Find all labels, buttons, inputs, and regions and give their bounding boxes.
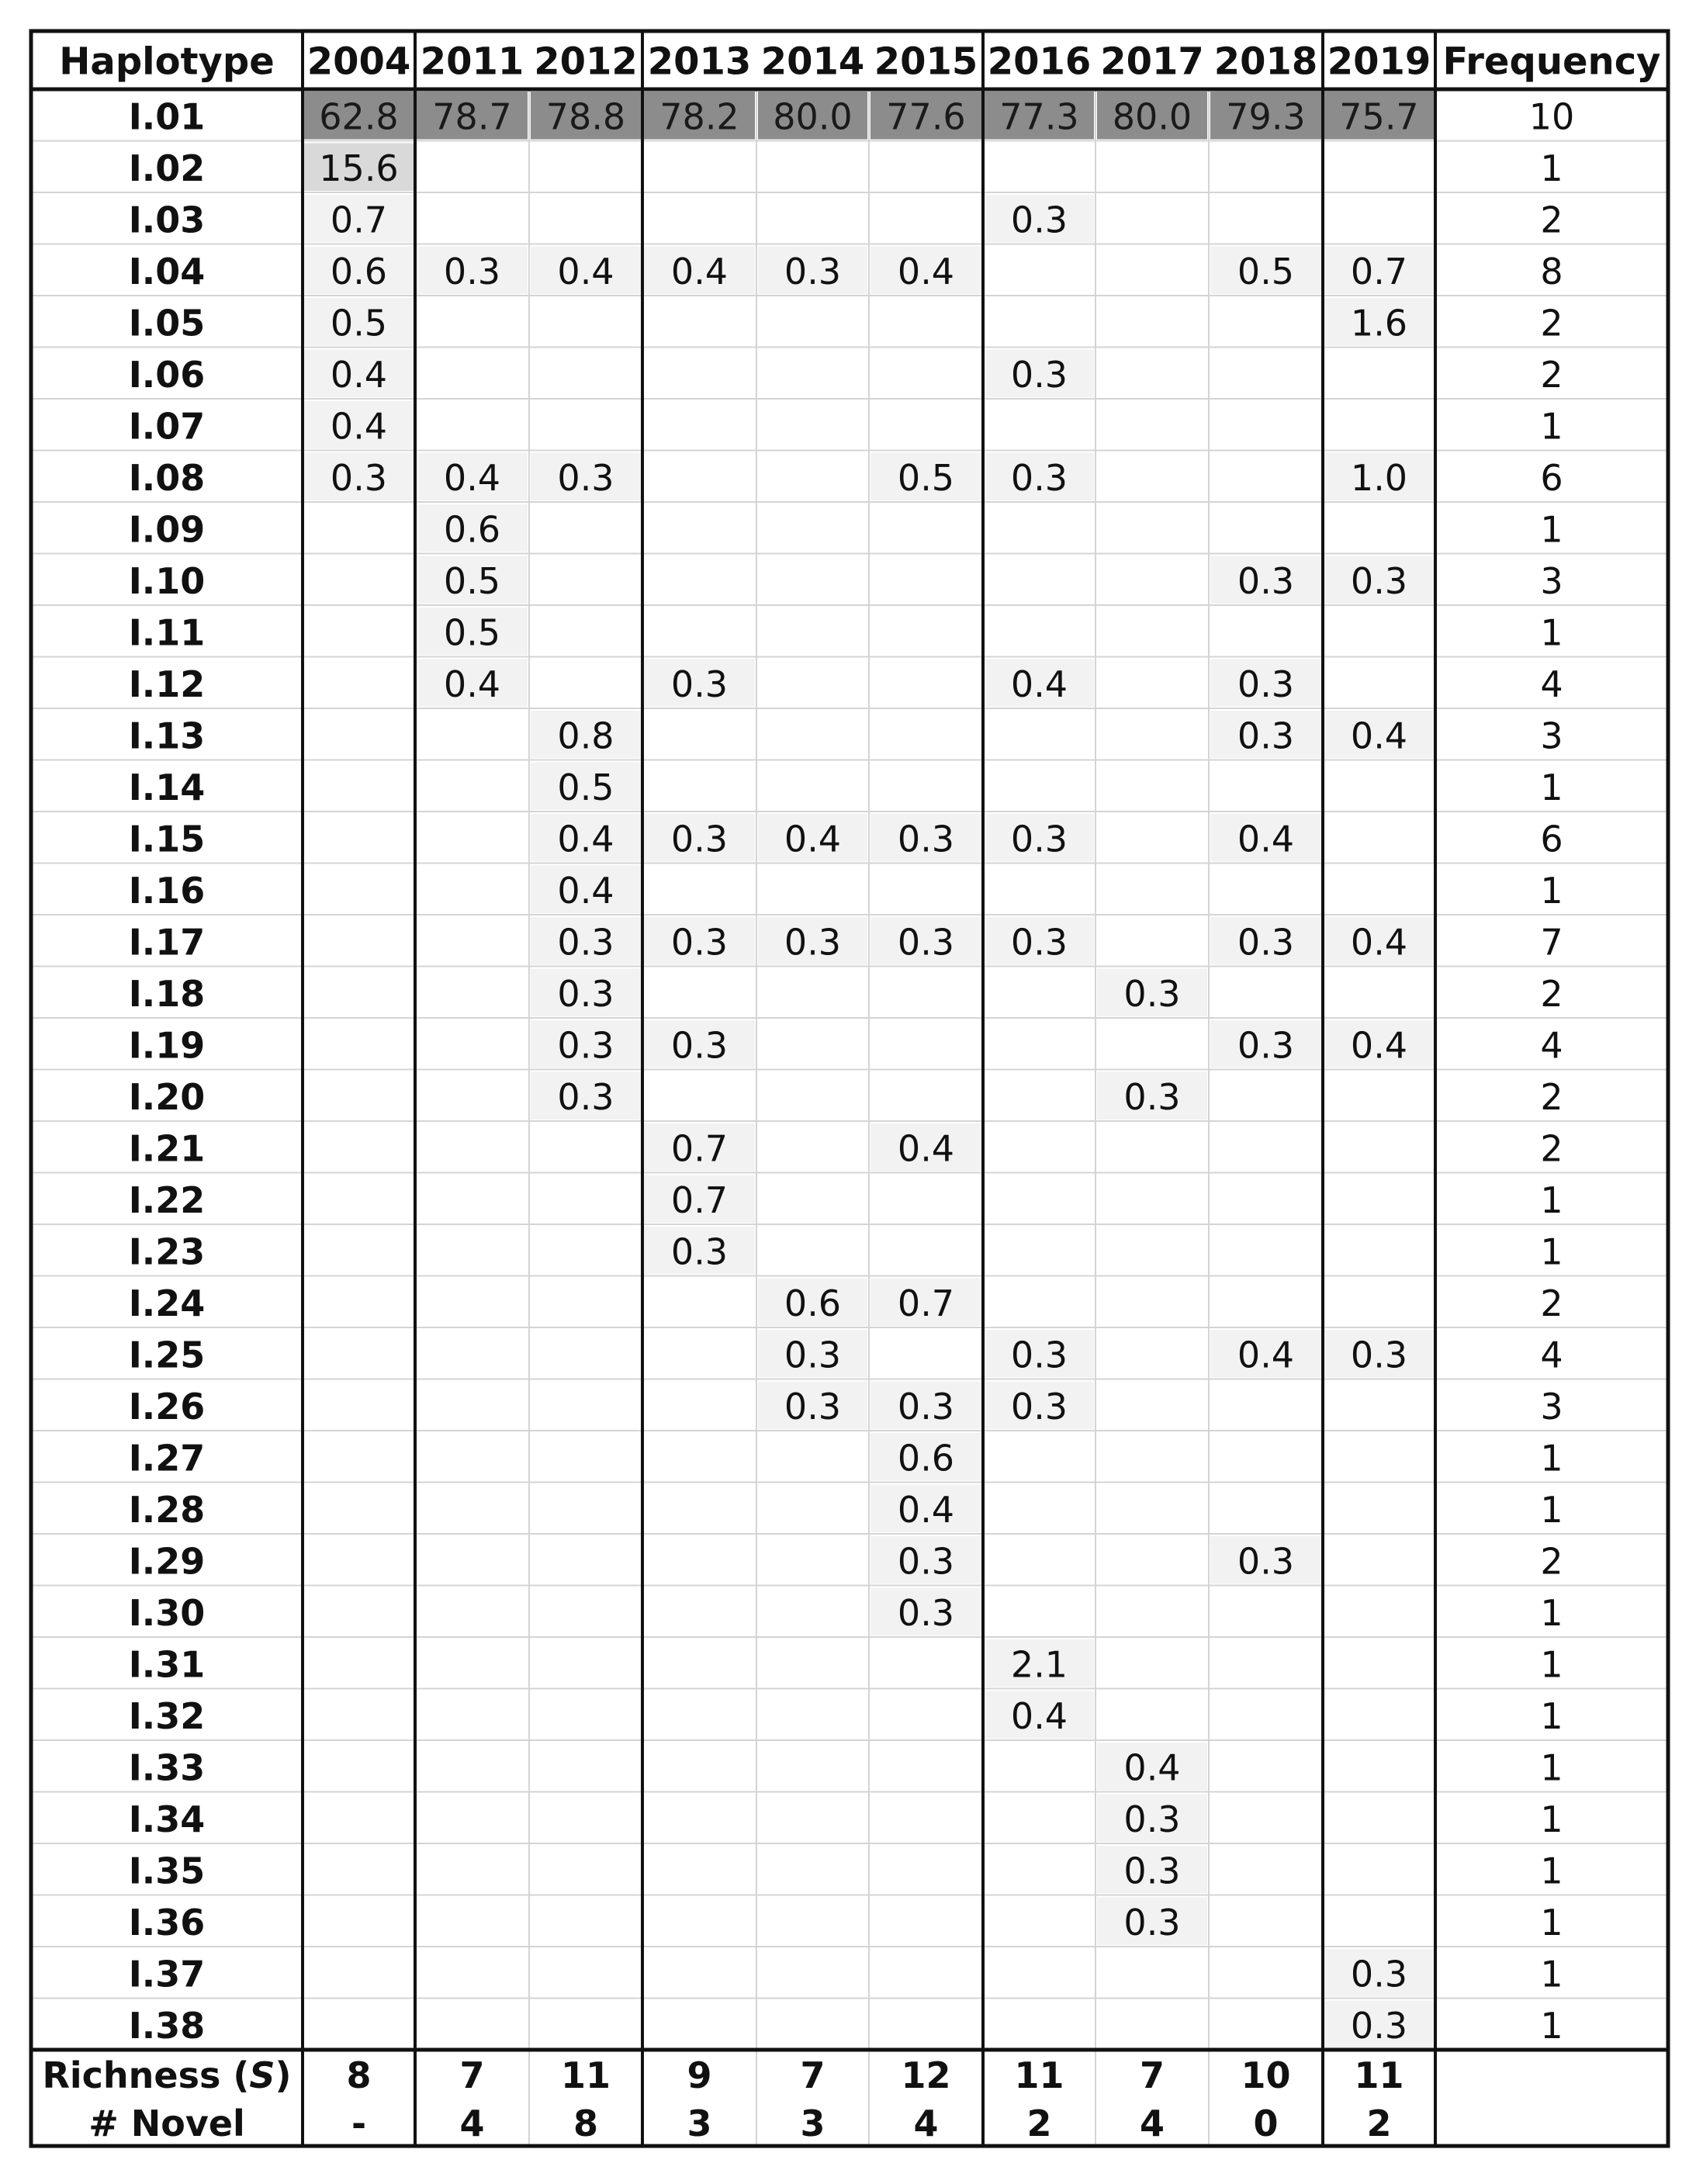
cell-value-I.37-2019: 0.3 xyxy=(1350,1953,1408,1995)
column-header-haplotype: Haplotype xyxy=(59,40,275,84)
haplotype-label: I.11 xyxy=(128,611,206,654)
cell-value-I.08-2012: 0.3 xyxy=(557,456,614,499)
cell-value-I.26-2014: 0.3 xyxy=(784,1385,842,1428)
cell-value-I.15-2014: 0.4 xyxy=(784,818,842,860)
frequency-value: 1 xyxy=(1540,1798,1563,1840)
column-header-2015: 2015 xyxy=(874,40,978,84)
summary-value-2016: 2 xyxy=(1026,2103,1052,2144)
summary-value-2004: 8 xyxy=(346,2054,372,2096)
summary-value-2018: 0 xyxy=(1253,2103,1279,2144)
frequency-value: 4 xyxy=(1540,663,1563,705)
frequency-value: 1 xyxy=(1540,1901,1563,1943)
column-header-2014: 2014 xyxy=(760,40,865,84)
cell-value-I.10-2018: 0.3 xyxy=(1237,559,1295,602)
frequency-value: 1 xyxy=(1540,1694,1563,1737)
cell-value-I.29-2015: 0.3 xyxy=(897,1540,955,1583)
cell-value-I.01-2014: 80.0 xyxy=(773,95,853,138)
cell-value-I.32-2016: 0.4 xyxy=(1010,1694,1068,1737)
cell-value-I.17-2012: 0.3 xyxy=(557,921,614,964)
cell-value-I.36-2017: 0.3 xyxy=(1123,1901,1181,1943)
haplotype-label: I.36 xyxy=(128,1901,206,1943)
summary-value-2013: 3 xyxy=(687,2103,712,2144)
frequency-value: 1 xyxy=(1540,405,1563,448)
cell-value-I.05-2019: 1.6 xyxy=(1350,302,1408,344)
haplotype-label: I.23 xyxy=(128,1230,206,1273)
cell-value-I.01-2013: 78.2 xyxy=(659,95,739,138)
summary-value-2011: 4 xyxy=(459,2103,485,2144)
cell-value-I.04-2004: 0.6 xyxy=(330,250,388,292)
cell-value-I.25-2018: 0.4 xyxy=(1237,1334,1295,1376)
summary-label-prefix: # Novel xyxy=(88,2103,245,2144)
summary-value-2015: 4 xyxy=(913,2103,939,2144)
cell-value-I.17-2015: 0.3 xyxy=(897,921,955,964)
cell-value-I.38-2019: 0.3 xyxy=(1350,2004,1408,2047)
cell-value-I.01-2018: 79.3 xyxy=(1226,95,1306,138)
cell-value-I.04-2019: 0.7 xyxy=(1350,250,1408,292)
cell-value-I.34-2017: 0.3 xyxy=(1123,1798,1181,1840)
cell-value-I.03-2004: 0.7 xyxy=(330,199,388,241)
haplotype-label: I.07 xyxy=(128,405,206,448)
frequency-value: 4 xyxy=(1540,1024,1563,1067)
frequency-value: 8 xyxy=(1540,250,1563,292)
frequency-value: 1 xyxy=(1540,1437,1563,1480)
frequency-value: 1 xyxy=(1540,1591,1563,1634)
frequency-value: 3 xyxy=(1540,715,1563,757)
frequency-value: 1 xyxy=(1540,869,1563,912)
haplotype-label: I.03 xyxy=(128,199,206,241)
frequency-value: 1 xyxy=(1540,508,1563,551)
column-header-2019: 2019 xyxy=(1327,40,1431,84)
summary-value-2004: - xyxy=(351,2103,367,2144)
frequency-value: 2 xyxy=(1540,1127,1563,1170)
frequency-value: 3 xyxy=(1540,1385,1563,1428)
frequency-value: 10 xyxy=(1528,95,1575,138)
haplotype-label: I.09 xyxy=(128,508,206,551)
cell-value-I.20-2012: 0.3 xyxy=(557,1075,614,1118)
frequency-value: 2 xyxy=(1540,353,1563,396)
column-header-frequency: Frequency xyxy=(1442,40,1661,84)
summary-value-2014: 3 xyxy=(800,2103,826,2144)
frequency-value: 1 xyxy=(1540,611,1563,654)
cell-value-I.33-2017: 0.4 xyxy=(1123,1746,1181,1789)
haplotype-label: I.19 xyxy=(128,1024,206,1067)
haplotype-label: I.32 xyxy=(128,1694,206,1737)
cell-value-I.29-2018: 0.3 xyxy=(1237,1540,1295,1583)
haplotype-label: I.14 xyxy=(128,766,206,808)
cell-value-I.06-2016: 0.3 xyxy=(1010,353,1068,396)
haplotype-label: I.27 xyxy=(128,1437,206,1480)
summary-value-2012: 11 xyxy=(560,2054,611,2096)
cell-value-I.28-2015: 0.4 xyxy=(897,1488,955,1531)
summary-value-2011: 7 xyxy=(459,2054,485,2096)
cell-value-I.13-2012: 0.8 xyxy=(557,715,614,757)
cell-value-I.04-2012: 0.4 xyxy=(557,250,614,292)
cell-value-I.05-2004: 0.5 xyxy=(330,302,388,344)
cell-value-I.07-2004: 0.4 xyxy=(330,405,388,448)
haplotype-label: I.31 xyxy=(128,1643,206,1686)
cell-value-I.35-2017: 0.3 xyxy=(1123,1850,1181,1892)
cell-value-I.19-2019: 0.4 xyxy=(1350,1024,1408,1067)
column-header-2004: 2004 xyxy=(306,40,411,84)
cell-value-I.01-2011: 78.7 xyxy=(432,95,512,138)
haplotype-label: I.06 xyxy=(128,353,206,396)
haplotype-label: I.17 xyxy=(128,921,206,964)
frequency-value: 2 xyxy=(1540,1282,1563,1324)
haplotype-label: I.37 xyxy=(128,1953,206,1995)
frequency-value: 2 xyxy=(1540,302,1563,344)
cell-value-I.16-2012: 0.4 xyxy=(557,869,614,912)
cell-value-I.23-2013: 0.3 xyxy=(670,1230,729,1273)
cell-value-I.12-2013: 0.3 xyxy=(670,663,729,705)
frequency-value: 1 xyxy=(1540,1643,1563,1686)
table-outer-border xyxy=(31,31,1668,2146)
summary-value-2017: 7 xyxy=(1139,2054,1165,2096)
cell-value-I.30-2015: 0.3 xyxy=(897,1591,955,1634)
cell-value-I.13-2018: 0.3 xyxy=(1237,715,1295,757)
haplotype-label: I.24 xyxy=(128,1282,206,1324)
cell-value-I.04-2011: 0.3 xyxy=(443,250,501,292)
summary-value-2012: 8 xyxy=(573,2103,599,2144)
frequency-value: 1 xyxy=(1540,1230,1563,1273)
summary-label xyxy=(88,2103,245,2144)
cell-value-I.09-2011: 0.6 xyxy=(443,508,501,551)
cell-value-I.19-2018: 0.3 xyxy=(1237,1024,1295,1067)
summary-value-2019: 2 xyxy=(1366,2103,1392,2144)
cell-value-I.17-2014: 0.3 xyxy=(784,921,842,964)
haplotype-label: I.22 xyxy=(128,1179,206,1221)
frequency-value: 1 xyxy=(1540,1488,1563,1531)
cell-value-I.04-2015: 0.4 xyxy=(897,250,955,292)
haplotype-label: I.25 xyxy=(128,1334,206,1376)
haplotype-label: I.38 xyxy=(128,2004,206,2047)
cell-value-I.17-2019: 0.4 xyxy=(1350,921,1408,964)
cell-value-I.08-2011: 0.4 xyxy=(443,456,501,499)
cell-value-I.08-2019: 1.0 xyxy=(1350,456,1408,499)
cell-value-I.11-2011: 0.5 xyxy=(443,611,501,654)
frequency-value: 2 xyxy=(1540,1075,1563,1118)
cell-value-I.14-2012: 0.5 xyxy=(557,766,614,808)
cell-value-I.18-2017: 0.3 xyxy=(1123,972,1181,1015)
frequency-value: 1 xyxy=(1540,2004,1563,2047)
summary-label-italic: S xyxy=(249,2054,275,2096)
cell-value-I.01-2012: 78.8 xyxy=(545,95,626,138)
cell-value-I.17-2016: 0.3 xyxy=(1010,921,1068,964)
haplotype-label: I.29 xyxy=(128,1540,206,1583)
haplotype-label: I.12 xyxy=(128,663,206,705)
frequency-value: 1 xyxy=(1540,147,1563,189)
haplotype-label: I.13 xyxy=(128,715,206,757)
cell-value-I.25-2019: 0.3 xyxy=(1350,1334,1408,1376)
frequency-value: 1 xyxy=(1540,1953,1563,1995)
cell-value-I.10-2011: 0.5 xyxy=(443,559,501,602)
cell-value-I.13-2019: 0.4 xyxy=(1350,715,1408,757)
cell-value-I.08-2015: 0.5 xyxy=(897,456,955,499)
cell-value-I.02-2004: 15.6 xyxy=(319,147,399,189)
cell-value-I.19-2013: 0.3 xyxy=(670,1024,729,1067)
frequency-value: 6 xyxy=(1540,456,1563,499)
cell-value-I.01-2016: 77.3 xyxy=(999,95,1079,138)
cell-value-I.08-2004: 0.3 xyxy=(330,456,388,499)
cell-value-I.15-2012: 0.4 xyxy=(557,818,614,860)
cell-value-I.15-2015: 0.3 xyxy=(897,818,955,860)
cell-value-I.17-2013: 0.3 xyxy=(670,921,729,964)
frequency-value: 1 xyxy=(1540,1850,1563,1892)
haplotype-label: I.30 xyxy=(128,1591,206,1634)
haplotype-label: I.16 xyxy=(128,869,206,912)
cell-value-I.15-2013: 0.3 xyxy=(670,818,729,860)
frequency-value: 1 xyxy=(1540,766,1563,808)
frequency-value: 3 xyxy=(1540,559,1563,602)
haplotype-label: I.33 xyxy=(128,1746,206,1789)
cell-value-I.06-2004: 0.4 xyxy=(330,353,388,396)
frequency-value: 2 xyxy=(1540,972,1563,1015)
summary-label-prefix: Richness ( xyxy=(42,2054,250,2096)
frequency-value: 4 xyxy=(1540,1334,1563,1376)
haplotype-label: I.04 xyxy=(128,250,206,292)
haplotype-label: I.35 xyxy=(128,1850,206,1892)
cell-value-I.12-2011: 0.4 xyxy=(443,663,501,705)
frequency-value: 7 xyxy=(1540,921,1563,964)
cell-value-I.25-2016: 0.3 xyxy=(1010,1334,1068,1376)
haplotype-label: I.05 xyxy=(128,302,206,344)
haplotype-label: I.18 xyxy=(128,972,206,1015)
cell-value-I.10-2019: 0.3 xyxy=(1350,559,1408,602)
summary-value-2019: 11 xyxy=(1354,2054,1404,2096)
summary-value-2014: 7 xyxy=(800,2054,826,2096)
summary-value-2016: 11 xyxy=(1014,2054,1064,2096)
haplotype-label: I.21 xyxy=(128,1127,206,1170)
column-header-2011: 2011 xyxy=(420,40,524,84)
haplotype-label: I.01 xyxy=(128,95,206,138)
cell-value-I.15-2016: 0.3 xyxy=(1010,818,1068,860)
cell-value-I.21-2015: 0.4 xyxy=(897,1127,955,1170)
haplotype-label: I.10 xyxy=(128,559,206,602)
cell-value-I.01-2017: 80.0 xyxy=(1112,95,1192,138)
cell-value-I.21-2013: 0.7 xyxy=(670,1127,729,1170)
cell-value-I.26-2016: 0.3 xyxy=(1010,1385,1068,1428)
cell-value-I.04-2018: 0.5 xyxy=(1237,250,1295,292)
summary-value-2018: 10 xyxy=(1241,2054,1291,2096)
cell-value-I.26-2015: 0.3 xyxy=(897,1385,955,1428)
summary-label-suffix: ) xyxy=(275,2054,292,2096)
haplotype-label: I.02 xyxy=(128,147,206,189)
column-header-2017: 2017 xyxy=(1100,40,1204,84)
cell-value-I.18-2012: 0.3 xyxy=(557,972,614,1015)
column-header-2012: 2012 xyxy=(534,40,638,84)
haplotype-label: I.34 xyxy=(128,1798,206,1840)
summary-value-2013: 9 xyxy=(687,2054,712,2096)
cell-value-I.25-2014: 0.3 xyxy=(784,1334,842,1376)
cell-value-I.08-2016: 0.3 xyxy=(1010,456,1068,499)
haplotype-label: I.08 xyxy=(128,456,206,499)
column-header-2016: 2016 xyxy=(987,40,1092,84)
frequency-value: 2 xyxy=(1540,199,1563,241)
frequency-value: 1 xyxy=(1540,1179,1563,1221)
haplotype-label: I.15 xyxy=(128,818,206,860)
summary-label xyxy=(42,2054,291,2096)
cell-value-I.31-2016: 2.1 xyxy=(1010,1643,1068,1686)
summary-value-2015: 12 xyxy=(901,2054,951,2096)
column-header-2013: 2013 xyxy=(647,40,752,84)
cell-value-I.01-2019: 75.7 xyxy=(1339,95,1419,138)
cell-value-I.24-2014: 0.6 xyxy=(784,1282,842,1324)
frequency-value: 6 xyxy=(1540,818,1563,860)
haplotype-label: I.28 xyxy=(128,1488,206,1531)
haplotype-label: I.26 xyxy=(128,1385,206,1428)
cell-value-I.04-2013: 0.4 xyxy=(670,250,729,292)
cell-value-I.20-2017: 0.3 xyxy=(1123,1075,1181,1118)
cell-value-I.24-2015: 0.7 xyxy=(897,1282,955,1324)
frequency-value: 1 xyxy=(1540,1746,1563,1789)
cell-value-I.04-2014: 0.3 xyxy=(784,250,842,292)
cell-value-I.01-2004: 62.8 xyxy=(319,95,399,138)
cell-value-I.12-2016: 0.4 xyxy=(1010,663,1068,705)
cell-value-I.01-2015: 77.6 xyxy=(886,95,966,138)
cell-value-I.15-2018: 0.4 xyxy=(1237,818,1295,860)
cell-value-I.27-2015: 0.6 xyxy=(897,1437,955,1480)
cell-value-I.17-2018: 0.3 xyxy=(1237,921,1295,964)
cell-value-I.03-2016: 0.3 xyxy=(1010,199,1068,241)
frequency-value: 2 xyxy=(1540,1540,1563,1583)
summary-value-2017: 4 xyxy=(1139,2103,1165,2144)
cell-value-I.19-2012: 0.3 xyxy=(557,1024,614,1067)
cell-value-I.12-2018: 0.3 xyxy=(1237,663,1295,705)
haplotype-label: I.20 xyxy=(128,1075,206,1118)
column-header-2018: 2018 xyxy=(1213,40,1318,84)
cell-value-I.22-2013: 0.7 xyxy=(670,1179,729,1221)
